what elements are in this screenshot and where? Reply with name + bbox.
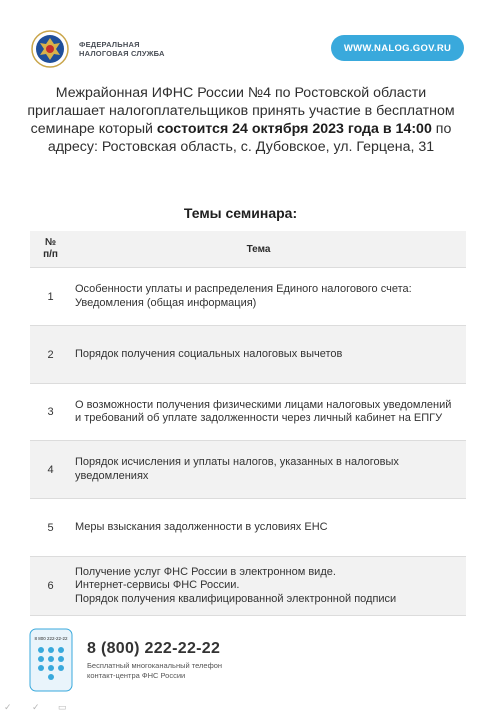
col-num-line2: п/п [43, 249, 58, 260]
phone-keypad-icon [29, 628, 73, 692]
row-topic: Особенности уплаты и распределения Единого налогового счета: Уведомления (общая информация) [75, 283, 412, 309]
table-row [30, 499, 466, 557]
row-topic: Меры взыскания задолженности в условиях ЕНС [75, 520, 328, 533]
row-number: 3 [47, 406, 54, 418]
col-num-header [30, 231, 71, 267]
agency-name-line2: НАЛОГОВАЯ СЛУЖБА [79, 49, 165, 58]
table-row [30, 326, 466, 384]
topics-title: Темы семинара: [183, 205, 298, 221]
table-row [30, 557, 466, 616]
row-number: 6 [47, 580, 54, 592]
row-topic-line2: Интернет-сервисы ФНС России. [75, 579, 240, 592]
row-topic [71, 566, 466, 607]
stray-mark-icon: ▭ [58, 702, 67, 712]
hotline-note [87, 661, 257, 681]
fns-emblem-icon [31, 30, 69, 68]
row-number: 4 [47, 463, 54, 476]
website-link[interactable]: WWW.NALOG.GOV.RU [331, 35, 464, 61]
row-number: 5 [47, 521, 54, 534]
row-topic: Порядок получения социальных налоговых вычетов [75, 347, 343, 360]
hotline-note-line2: контакт-центра ФНС России [87, 671, 186, 680]
intro-text [22, 84, 460, 156]
table-row [30, 441, 466, 499]
intro-part1: Межрайонная ИФНС России №4 по Ростовской области приглашает налогоплательщиков принять участие в бесплатном семинаре который [27, 85, 455, 137]
row-topic: О возможности получения физическими лицами налоговых уведомлений и требований об уплате задолженности через личный кабинет на ЕПГУ [75, 398, 452, 424]
row-number: 2 [47, 348, 54, 361]
hotline-phone[interactable]: 8 (800) 222-22-22 [87, 640, 221, 657]
row-topic-line3: Порядок получения квалифицированной электронной подписи [75, 592, 397, 605]
table-row [30, 268, 466, 326]
table-header [30, 231, 466, 268]
stray-mark-icon: ✓ [32, 702, 40, 712]
hotline-note-line1: Бесплатный многоканальный телефон [87, 661, 223, 670]
topics-table [30, 231, 466, 616]
row-number: 1 [47, 290, 54, 303]
col-topic-header: Тема [246, 243, 271, 255]
row-topic-line1: Получение услуг ФНС России в электронном виде. [75, 565, 336, 578]
row-topic: Порядок исчисления и уплаты налогов, указанных в налоговых уведомлениях [75, 456, 399, 482]
stray-mark-icon: ✓ [4, 702, 12, 712]
agency-name [79, 40, 165, 58]
agency-name-line1: ФЕДЕРАЛЬНАЯ [79, 40, 140, 49]
intro-date-time: состоится 24 октября 2023 года в 14:00 [156, 121, 432, 137]
intro-part2: по адресу: Ростовская область, с. Дубовское, ул. Герцена, 31 [47, 121, 452, 155]
icon-caption: 8 800 222-22-22 [34, 636, 68, 641]
col-num-line1: № [44, 237, 57, 248]
table-row [30, 384, 466, 441]
